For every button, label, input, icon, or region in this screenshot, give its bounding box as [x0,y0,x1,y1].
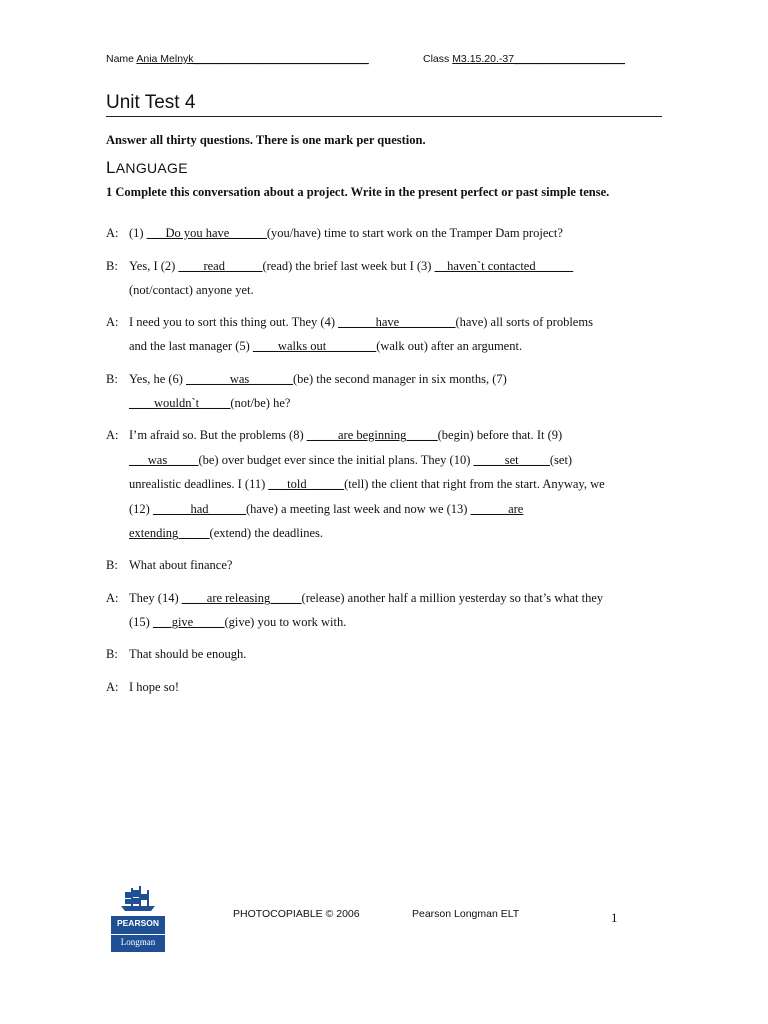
answer-blank: ___give_____ [152,615,225,629]
answer-blank: ____are releasing_____ [181,591,302,605]
class-label: Class [423,53,450,65]
dialogue-text: unrealistic deadlines. I (11) [129,477,269,491]
dialogue-line [129,615,346,630]
answer-blank: ______are [470,502,524,516]
dialogue-text: (be) over budget ever since the initial plans. They (10) [198,453,474,467]
dialogue-line [129,647,246,662]
dialogue-line [129,453,572,468]
answer-blank: ______had______ [152,502,247,516]
dialogue-line [129,259,573,274]
speaker-label: A: [106,226,119,240]
dialogue-text: (set) [549,453,573,467]
dialogue-text: I need you to sort this thing out. They (4) [129,315,339,329]
dialogue-line [129,558,232,573]
class-code: M3.15.20.-37___________________ [452,53,626,65]
dialogue-text: (1) [129,226,147,240]
answer-blank: ______have_________ [338,315,456,329]
dialogue-text: (not/be) he? [230,396,291,410]
student-name: Ania Melnyk______________________________ [136,53,369,65]
dialogue-text: (have) a meeting last week and now we (13) [246,502,471,516]
speaker-label: B: [106,558,118,572]
speaker-label: A: [106,680,119,694]
dialogue-text: What about finance? [129,558,233,572]
dialogue-line [129,477,605,492]
speaker-label: A: [106,591,119,605]
speaker-label: B: [106,259,118,273]
copyright-notice: PHOTOCOPIABLE © 2006 [233,908,360,920]
speaker-label: A: [106,315,119,329]
dialogue-text: and the last manager (5) [129,339,253,353]
dialogue-text: (read) the brief last week but I (3) [262,259,435,273]
dialogue-text: (begin) before that. It (9) [437,428,563,442]
dialogue-line [129,283,254,298]
dialogue-line [129,526,323,541]
page-title: Unit Test 4 [106,92,196,113]
dialogue-text: Yes, I (2) [129,259,179,273]
dialogue-text: (release) another half a million yesterday so that’s what they [301,591,604,605]
ship-icon [121,886,155,911]
dialogue-text: I’m afraid so. But the problems (8) [129,428,307,442]
dialogue-text: (15) [129,615,153,629]
task-prompt: 1 Complete this conversation about a project. Write in the present perfect or past simple tense. [106,185,610,199]
dialogue-line [129,680,179,695]
section-heading [106,158,188,178]
dialogue-text: (tell) the client that right from the start. Anyway, we [344,477,605,491]
dialogue-line [129,339,522,354]
dialogue-text: I hope so! [129,680,179,694]
publisher-name: Pearson Longman ELT [412,908,520,920]
class-field [423,53,625,65]
logo-longman-text: Longman [120,937,156,947]
answer-blank: __haven`t contacted______ [434,259,574,273]
answer-blank: ___was_____ [129,453,199,467]
answer-blank: ____walks out________ [252,339,377,353]
dialogue-line [129,315,593,330]
dialogue-text: (12) [129,502,153,516]
answer-blank: extending_____ [129,526,210,540]
logo-pearson-text: PEARSON [116,918,160,928]
dialogue-line [129,372,507,387]
answer-blank: _____set_____ [473,453,550,467]
dialogue-text: (extend) the deadlines. [209,526,324,540]
dialogue-line [129,591,603,606]
instructions: Answer all thirty questions. There is one mark per question. [106,133,426,147]
speaker-label: B: [106,647,118,661]
dialogue-text: (you/have) time to start work on the Tramper Dam project? [266,226,563,240]
name-field [106,53,369,65]
dialogue-text: (give) you to work with. [224,615,347,629]
dialogue-line [129,396,290,411]
speaker-label: A: [106,428,119,442]
dialogue-line [129,226,563,241]
page-number: 1 [611,910,618,925]
dialogue-line [129,428,562,443]
answer-blank: ____wouldn`t_____ [129,396,231,410]
dialogue-text: They (14) [129,591,182,605]
dialogue-text: (walk out) after an argument. [376,339,523,353]
section-rest: ANGUAGE [115,160,188,176]
section-initial: L [106,158,116,177]
dialogue-line [129,502,523,517]
answer-blank: _____are beginning_____ [306,428,438,442]
name-label: Name [106,53,135,65]
speaker-label: B: [106,372,118,386]
title-divider [106,116,662,117]
dialogue-text: Yes, he (6) [129,372,187,386]
dialogue-text: (not/contact) anyone yet. [129,283,254,297]
answer-blank: ___Do you have______ [146,226,267,240]
answer-blank: ____read______ [178,259,263,273]
dialogue-text: (have) all sorts of problems [455,315,593,329]
answer-blank: _______was_______ [186,372,294,386]
dialogue-text: (be) the second manager in six months, (7) [293,372,507,386]
pearson-longman-logo [111,886,165,952]
answer-blank: ___told______ [268,477,345,491]
dialogue-text: That should be enough. [129,647,247,661]
